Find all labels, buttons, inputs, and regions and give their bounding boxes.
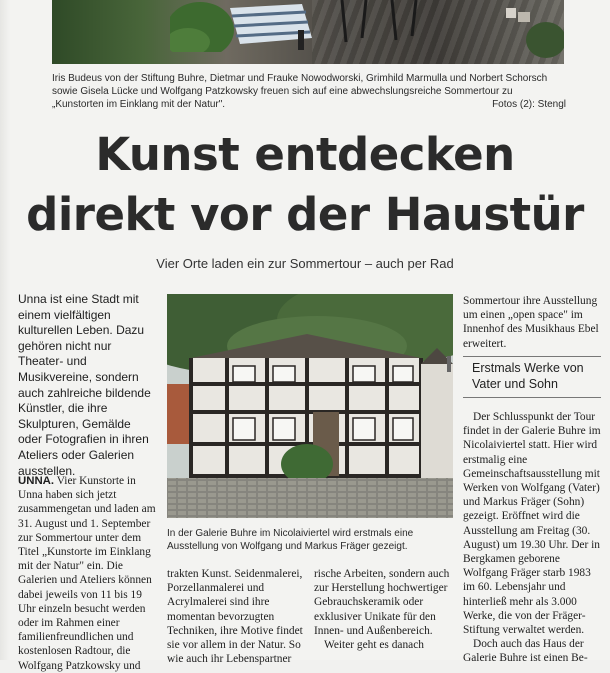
gallery-photo	[167, 294, 453, 518]
column-4-body	[463, 410, 603, 666]
top-photo	[52, 0, 564, 64]
half-timbered-house-image	[167, 294, 453, 518]
side-heading: Erstmals Werke von Vater und Sohn	[472, 361, 584, 391]
headline-line-2: direkt vor der Haustür	[26, 188, 584, 241]
plant-detail	[502, 4, 564, 60]
headline-line-1: Kunst entdecken	[95, 128, 515, 181]
subheadline: Vier Orte laden ein zur Sommertour – auch per Rad	[156, 256, 454, 271]
dateline: UNNA.	[18, 475, 55, 487]
gallery-photo-caption: In der Galerie Buhre im Nicolaiviertel wird erstmals eine Ausstellung von Wolfgang und Markus Fräger gezeigt.	[167, 528, 414, 552]
top-photo-caption	[52, 72, 566, 111]
column-1-text: Vier Kunstorte in Unna haben sich jetzt zusammengetan und laden am 31. August und 1. September zur Sommertour unter dem Titel „Kunstorte im Einklang mit der Natur" ein. Die Galerien und Ateliers können dabei jeweils von 11 bis 19 Uhr einzeln besucht werden oder im Rahmen einer familienfreundlichen und kostenlosen Radtour, die	[18, 475, 156, 658]
column-3-body	[314, 567, 454, 652]
column-1-body	[18, 474, 158, 673]
bench-illustration	[170, 0, 320, 52]
column-3-text: rische Arbeiten, sondern auch zur Herstellung hochwertiger Gebrauchskeramik oder exklusiver Unikate für den Innen- und Außenbereich.	[314, 568, 450, 637]
caption-text: Iris Budeus von der Stiftung Buhre, Dietmar und Frauke Nowodworski, Grimhild Marmulla und Norbert Schorsch sowie Gisela Lücke und Wolfgang Patzkowsky freuen sich auf eine abwechslungsreiche Sommertour zu „Kunstorten im Einklang mit der Natur".	[52, 73, 548, 110]
column-1-tail: Wolfgang Patzkowsky und	[18, 659, 141, 672]
side-heading-marker	[447, 356, 451, 372]
article-intro: Unna ist eine Stadt mit einem vielfältigen kulturellen Leben. Dazu gehören nicht nur Theater- und Musikvereine, sondern auch zahlreiche bildende Künstler, die ihre Skulpturen, Gemälde oder Fotografien in ihren Ateliers oder Galerien ausstellen.	[18, 292, 151, 478]
column-4-top: Sommertour ihre Ausstellung um einen „open space" im Innenhof des Musikhaus Ebel erweitert.	[463, 295, 599, 350]
chair-legs	[332, 0, 422, 44]
page-edge-shadow	[0, 0, 10, 660]
column-4-tail: Doch auch das Haus der Galerie Buhre ist einen Be-	[463, 638, 588, 665]
side-heading-rule-bottom	[463, 397, 601, 398]
column-3-tail: Weiter geht es danach	[324, 639, 424, 652]
column-4-text: Der Schlusspunkt der Tour findet in der Galerie Buhre im Nicolaiviertel statt. Hier wird erstmalig eine Gemeinschaftsausstellung mit Werken von Wolfgang (Vater) und Markus Fräger (Sohn) gezeigt. Eröffnet wird die Ausstellung am Freitag (30. August) um 19.30 Uhr. Der in Bergkamen geborene Wolfgang Fräger starb 1983 im 60. Lebensjahr und hinterließ mehr als 3.000 Werke, die von der Fräger-Stiftung verwaltet werden.	[463, 411, 601, 637]
column-2-body: trakten Kunst. Seidenmalerei, Porzellanmalerei und Acrylmalerei sind ihre momentan bevorzugten Techniken, ihre Motive findet sie vor allem in der Natur. So wie auch ihr Lebenspartner	[167, 568, 303, 666]
side-heading-rule-top	[463, 356, 601, 357]
photo-credit: Fotos (2): Stengl	[492, 99, 566, 110]
